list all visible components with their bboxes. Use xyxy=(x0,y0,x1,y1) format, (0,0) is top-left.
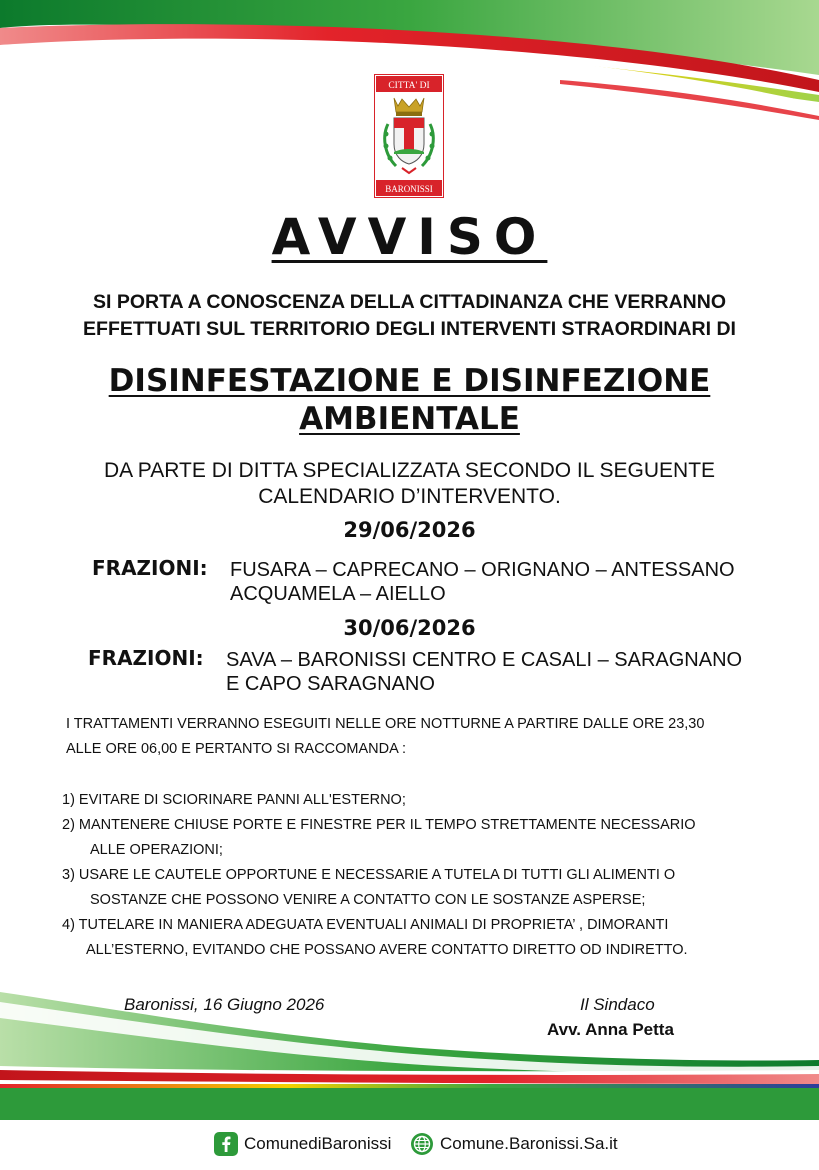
intro-text: SI PORTA A CONOSCENZA DELLA CITTADINANZA CHE VERRANNO EFFETTUATI SUL TERRITORIO DEGLI INTERVENTI STRAORDINARI DI xyxy=(83,291,736,340)
place-and-date: Baronissi, 16 Giugno 2026 xyxy=(124,995,325,1014)
frazioni-label-2: FRAZIONI: xyxy=(88,646,204,670)
schedule-date-2: 30/06/2026 xyxy=(343,616,476,640)
frazioni-list-1: FUSARA – CAPRECANO – ORIGNANO – ANTESSANO ACQUAMELA – AIELLO xyxy=(230,559,735,605)
globe-icon xyxy=(410,1132,434,1156)
treatment-text: I TRATTAMENTI VERRANNO ESEGUITI NELLE ORE NOTTURNE A PARTIRE DALLE ORE 23,30 ALLE ORE 06,00 E PERTANTO SI RACCOMANDA : xyxy=(66,716,705,757)
website-link[interactable] xyxy=(410,1130,618,1158)
bottom-decorative-wave xyxy=(0,980,819,1120)
contractor-text: DA PARTE DI DITTA SPECIALIZZATA SECONDO IL SEGUENTE CALENDARIO D’INTERVENTO. xyxy=(103,459,716,508)
precaution-item: 4) TUTELARE IN MANIERA ADEGUATA EVENTUALI ANIMALI DI PROPRIETA’ , DIMORANTI ALL’ESTERNO, EVITANDO CHE POSSANO AVERE CONTATTO DIRETTO OD INDIRETTO. xyxy=(62,917,688,958)
frazioni-list-2: SAVA – BARONISSI CENTRO E CASALI – SARAGNANO E CAPO SARAGNANO xyxy=(226,649,743,695)
facebook-handle: ComunediBaronissi xyxy=(244,1134,392,1153)
precaution-item: 2) MANTENERE CHIUSE PORTE E FINESTRE PER IL TEMPO STRETTAMENTE NECESSARIO ALLE OPERAZIONI; xyxy=(62,817,696,858)
mayor-title: Il Sindaco xyxy=(580,995,655,1014)
precautions-list xyxy=(62,788,762,963)
notice-title: AVVISO xyxy=(271,208,548,266)
precaution-item: 1) EVITARE DI SCIORINARE PANNI ALL'ESTERNO; xyxy=(62,792,406,808)
schedule-date-1: 29/06/2026 xyxy=(343,518,476,542)
mayor-name: Avv. Anna Petta xyxy=(547,1020,674,1039)
crest-top-text: CITTA' DI xyxy=(388,81,430,91)
facebook-link[interactable] xyxy=(214,1130,391,1158)
facebook-icon xyxy=(214,1132,238,1156)
baronissi-coat-of-arms xyxy=(374,74,444,198)
website-url: Comune.Baronissi.Sa.it xyxy=(440,1134,618,1153)
precaution-item: 3) USARE LE CAUTELE OPPORTUNE E NECESSARIE A TUTELA DI TUTTI GLI ALIMENTI O SOSTANZE CHE POSSONO VENIRE A CONTATTO CON LE SOSTANZE ASPERSE; xyxy=(62,867,676,908)
frazioni-label-1: FRAZIONI: xyxy=(92,556,208,580)
crest-bottom-text: BARONISSI xyxy=(385,184,433,194)
main-heading: DISINFESTAZIONE E DISINFEZIONE AMBIENTALE xyxy=(108,363,711,437)
